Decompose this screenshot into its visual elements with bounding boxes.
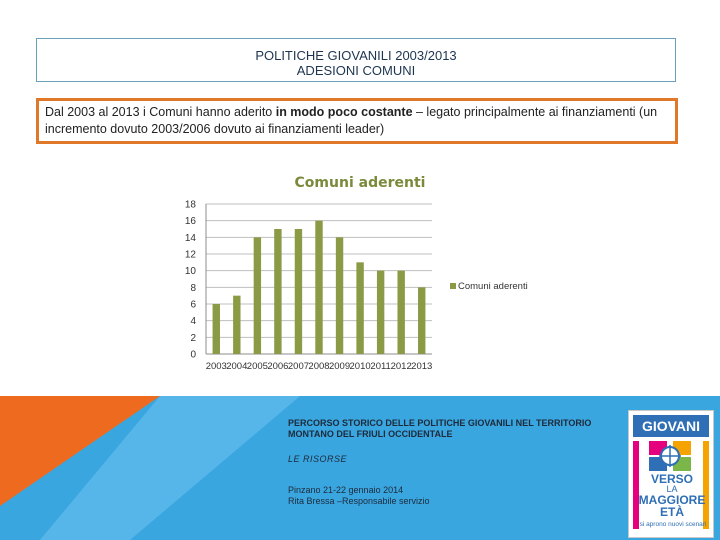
- y-tick-label: 10: [184, 266, 196, 278]
- y-tick-label: 12: [184, 249, 196, 261]
- x-tick-label: 2011: [370, 361, 391, 372]
- x-tick-label: 2003: [205, 361, 227, 372]
- logo-eta: ETÀ: [660, 505, 684, 519]
- bar: [377, 271, 384, 354]
- target-icon: [645, 439, 695, 473]
- slide-title: [36, 38, 676, 82]
- x-tick-label: 2009: [328, 361, 351, 372]
- logo-tagline: si aprono nuovi scenari: [639, 521, 707, 528]
- bar: [213, 304, 220, 354]
- y-tick-label: 16: [184, 216, 196, 228]
- x-tick-label: 2010: [349, 361, 371, 372]
- y-tick-label: 4: [190, 316, 196, 328]
- y-tick-label: 14: [184, 232, 196, 244]
- legend-swatch: [450, 283, 456, 289]
- footer-section: LE RISORSE: [288, 454, 348, 464]
- giovani-logo: [628, 410, 714, 538]
- y-tick-label: 6: [190, 299, 196, 311]
- footer-event: Pinzano 21-22 gennaio 2014: [288, 485, 404, 495]
- bar: [315, 221, 322, 354]
- footer-band: [0, 396, 720, 540]
- x-tick-label: 2005: [246, 361, 268, 372]
- bar: [356, 262, 363, 354]
- bar: [274, 229, 281, 354]
- description-box: [36, 98, 678, 144]
- bar: [418, 287, 425, 354]
- footer-speaker: Rita Bressa –Responsabile servizio: [288, 496, 430, 506]
- y-tick-label: 0: [190, 349, 196, 361]
- x-tick-label: 2007: [287, 361, 310, 372]
- logo-title: GIOVANI: [633, 415, 709, 437]
- description-text-start: Dal 2003 al 2013 i Comuni hanno aderito: [45, 105, 276, 119]
- bar: [295, 229, 302, 354]
- x-tick-label: 2008: [308, 361, 330, 372]
- footer-title: PERCORSO STORICO DELLE POLITICHE GIOVANILI NEL TERRITORIO MONTANO DEL FRIULI OCCIDENTALE: [288, 418, 592, 439]
- bar: [397, 271, 404, 354]
- x-tick-label: 2004: [226, 361, 248, 372]
- description-text-end: – legato principalmente ai finanziamenti (un incremento dovuto 2003/2006 dovuto ai finanziamenti leader): [45, 105, 658, 136]
- slide-title-line1: POLITICHE GIOVANILI 2003/2013: [255, 48, 457, 63]
- logo-maggiore: MAGGIORE: [638, 493, 706, 507]
- y-tick-label: 18: [184, 199, 196, 211]
- logo-verso: VERSO: [650, 472, 693, 486]
- x-tick-label: 2006: [267, 361, 289, 372]
- chart-title: Comuni aderenti: [294, 175, 426, 191]
- y-tick-label: 8: [190, 282, 196, 294]
- footer-text-block: [288, 418, 608, 507]
- slide-title-line2: ADESIONI COMUNI: [296, 63, 416, 78]
- bar: [254, 237, 261, 354]
- description-text-bold: in modo poco costante: [275, 105, 413, 119]
- x-tick-label: 2013: [411, 361, 433, 372]
- bar: [336, 237, 343, 354]
- y-tick-label: 2: [190, 332, 196, 344]
- bar: [233, 296, 240, 354]
- bar-chart: [0, 160, 720, 390]
- logo-la: LA: [666, 484, 678, 494]
- x-tick-label: 2012: [390, 361, 412, 372]
- legend-label: Comuni aderenti: [458, 281, 528, 292]
